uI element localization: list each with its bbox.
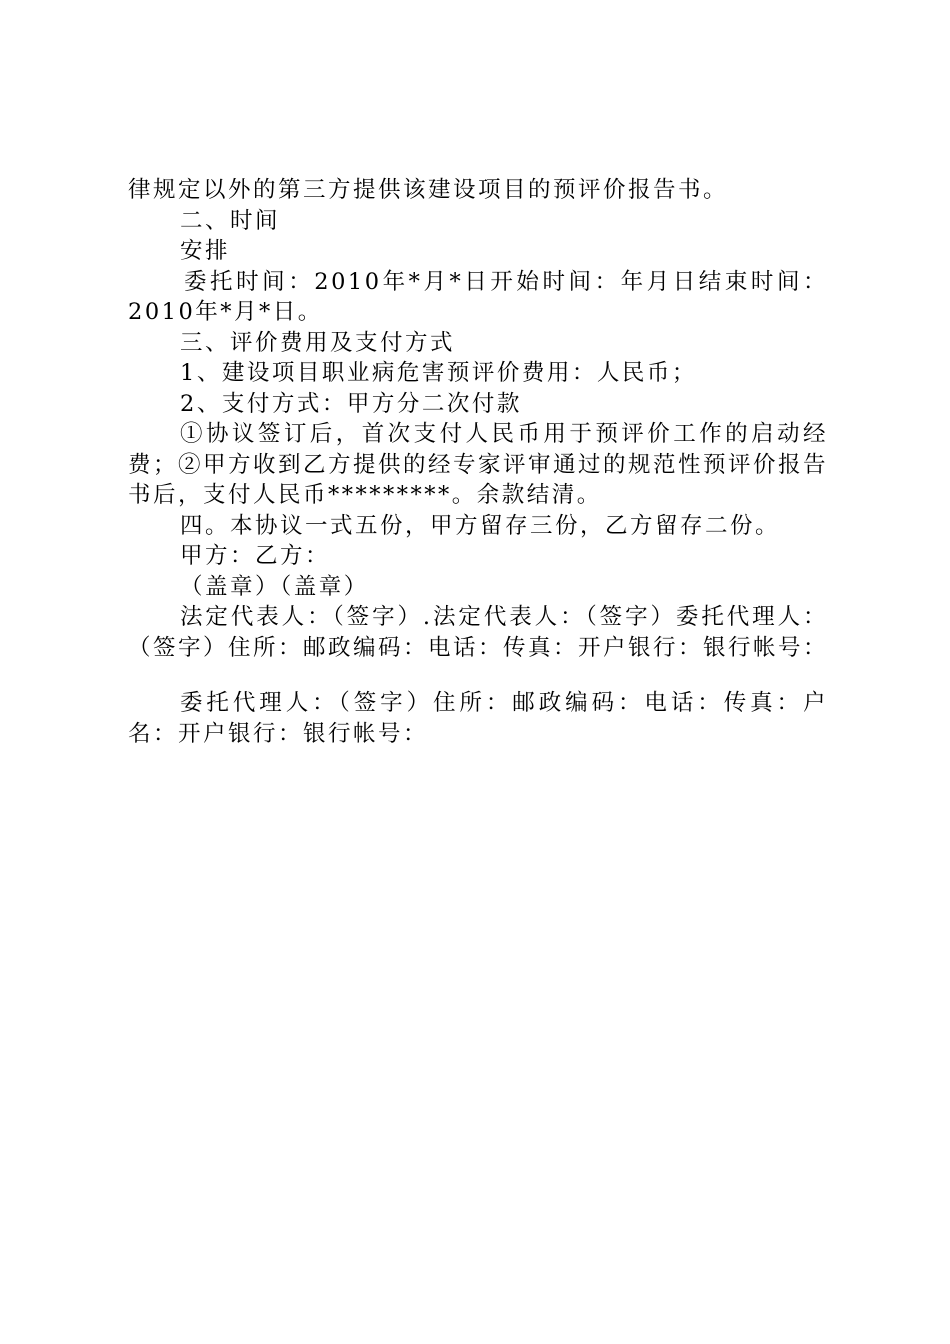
paragraph-payment-method: 2、支付方式：甲方分二次付款 [180,390,522,417]
document-body [128,175,828,749]
party-labels: 甲方：乙方： [180,543,331,569]
section-heading-arrangement: 安排 [180,238,231,264]
section-heading-time: 二、时间 [180,207,281,234]
paragraph-fee-amount: 1、建设项目职业病危害预评价费用：人民币； [180,360,697,386]
section-heading-fees: 三、评价费用及支付方式 [180,329,456,356]
paragraph-copies: 四。本协议一式五份，甲方留存三份，乙方留存二份。 [180,512,781,539]
party-b-signature-block: 委托代理人：（签字）住所：邮政编码：电话：传真：户名：开户银行：银行帐号： [128,690,828,747]
paragraph-continuation: 律规定以外的第三方提供该建设项目的预评价报告书。 [128,177,729,203]
paragraph-payment-terms: ①协议签订后，首次支付人民币用于预评价工作的启动经费；②甲方收到乙方提供的经专家评审通过的规范性预评价报告书后，支付人民币*********。余款结清。 [128,421,829,508]
seal-labels: （盖章）（盖章） [180,573,369,600]
party-a-signature-block: 法定代表人：（签字）.法定代表人：（签字）委托代理人：（签字）住所：邮政编码：电话：传真：开户银行：银行帐号： [128,604,829,661]
paragraph-entrust-time: 委托时间：2010年*月*日开始时间：年月日结束时间：2010年*月*日。 [128,268,828,325]
